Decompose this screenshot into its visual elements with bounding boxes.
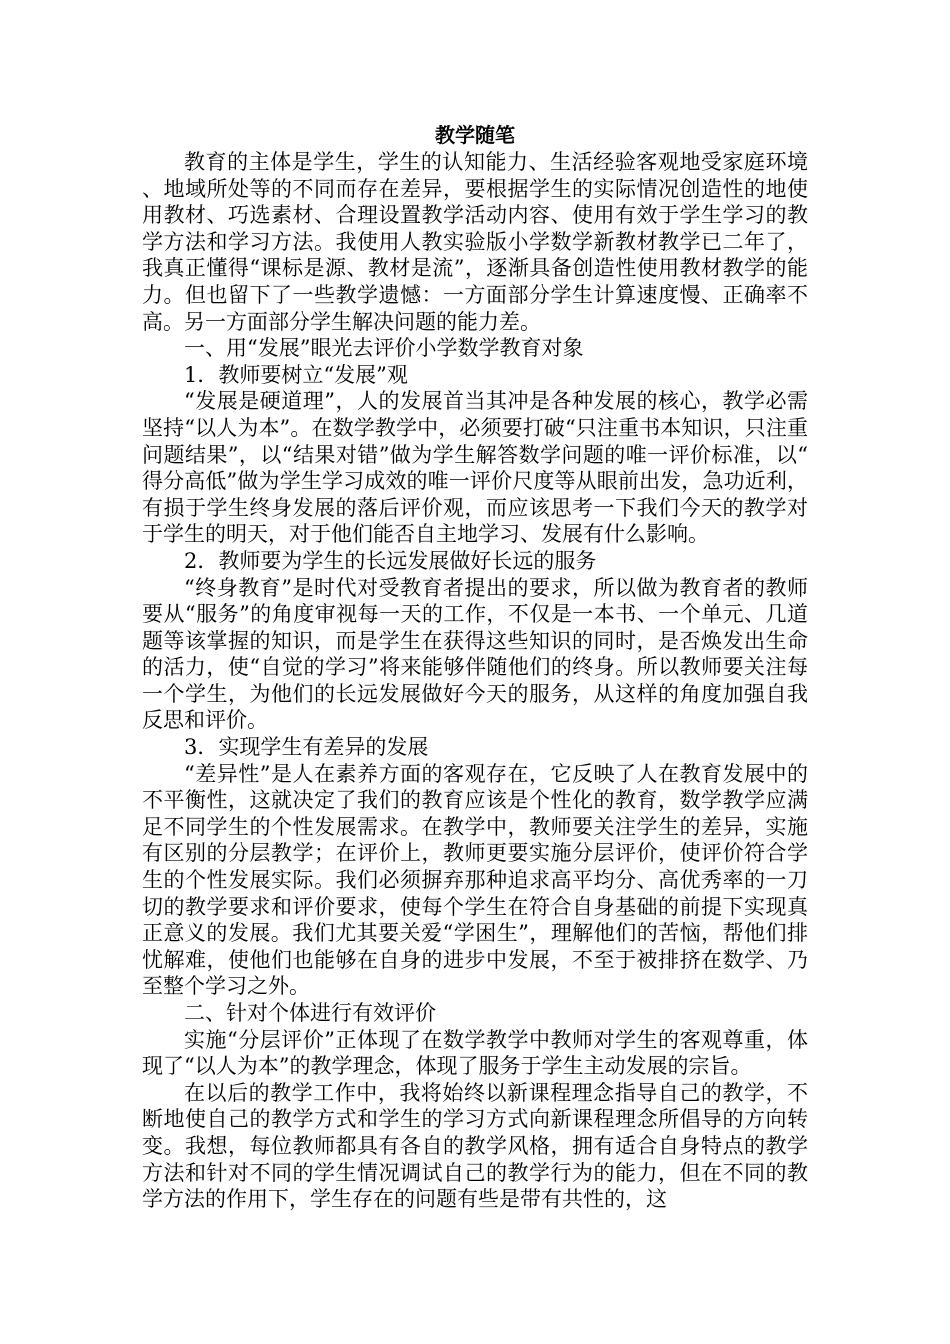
- paragraph-development: “发展是硬道理”，人的发展首当其冲是各种发展的核心，教学必需坚持“以人为本”。在数学教学中，必须要打破“只注重书本知识，只注重问题结果”，以“结果对错”做为学生解答数学问题的唯一评价标准，以“得分高低”做为学生学习成效的唯一评价尺度等从眼前出发，急功近利，有损于学生终身发展的落后评价观，而应该思考一下我们今天的教学对于学生的明天，对于他们能否自主地学习、发展有什么影响。: [142, 389, 808, 547]
- subheading-2: 2．教师要为学生的长远发展做好长远的服务: [184, 548, 597, 573]
- paragraph-differences: “差异性”是人在素养方面的客观存在，它反映了人在教育发展中的不平衡性，这就决定了我们的教育应该是个性化的教育，数学教学应满足不同学生的个性发展需求。在教学中，教师要关注学生的差异，实施有区别的分层教学；在评价上，教师更要实施分层评价，使评价符合学生的个性发展实际。我们必须摒弃那种追求高平均分、高优秀率的一刀切的教学要求和评价要求，使每个学生在符合自身基础的前提下实现真正意义的发展。我们尤其要关爱“学困生”，理解他们的苦恼，帮他们排忧解难，使他们也能够在自身的进步中发展，不至于被排挤在数学、乃至整个学习之外。: [142, 761, 808, 999]
- paragraph-layered-evaluation: 实施“分层评价”正体现了在数学教学中教师对学生的客观尊重，体现了“以人为本”的教学理念，体现了服务于学生主动发展的宗旨。: [142, 1027, 808, 1079]
- document-title: 教学随笔: [435, 123, 515, 147]
- subheading-1: 1．教师要树立“发展”观: [184, 362, 408, 387]
- paragraph-lifelong-education: “终身教育”是时代对受教育者提出的要求，所以做为教育者的教师要从“服务”的角度审视每一天的工作，不仅是一本书、一个单元、几道题等该掌握的知识，而是学生在获得这些知识的同时，是否焕发出生命的活力，使“自觉的学习”将来能够伴随他们的终身。所以教师要关注每一个学生，为他们的长远发展做好今天的服务，从这样的角度加强自我反思和评价。: [142, 575, 808, 733]
- subheading-3: 3．实现学生有差异的发展: [184, 735, 429, 760]
- document-page: [142, 122, 808, 1213]
- paragraph-future-teaching: 在以后的教学工作中，我将始终以新课程理念指导自己的教学，不断地使自己的教学方式和学生的学习方式向新课程理念所倡导的方向转变。我想，每位教师都具有各自的教学风格，拥有适合自身特点的教学方法和针对不同的学生情况调试自己的教学行为的能力，但在不同的教学方法的作用下，学生存在的问题有些是带有共性的，这: [142, 1080, 808, 1212]
- section-heading-2: 二、针对个体进行有效评价: [184, 1001, 436, 1025]
- section-heading-1: 一、用“发展”眼光去评价小学数学教育对象: [184, 336, 584, 361]
- paragraph-intro: 教育的主体是学生，学生的认知能力、生活经验客观地受家庭环境、地域所处等的不同而存在差异，要根据学生的实际情况创造性的地使用教材、巧选素材、合理设置教学活动内容、使用有效于学生学习的教学方法和学习方法。我使用人教实验版小学数学新教材教学已二年了，我真正懂得“课标是源、教材是流”，逐渐具备创造性使用教材教学的能力。但也留下了一些教学遗憾：一方面部分学生计算速度慢、正确率不高。另一方面部分学生解决问题的能力差。: [142, 150, 808, 334]
